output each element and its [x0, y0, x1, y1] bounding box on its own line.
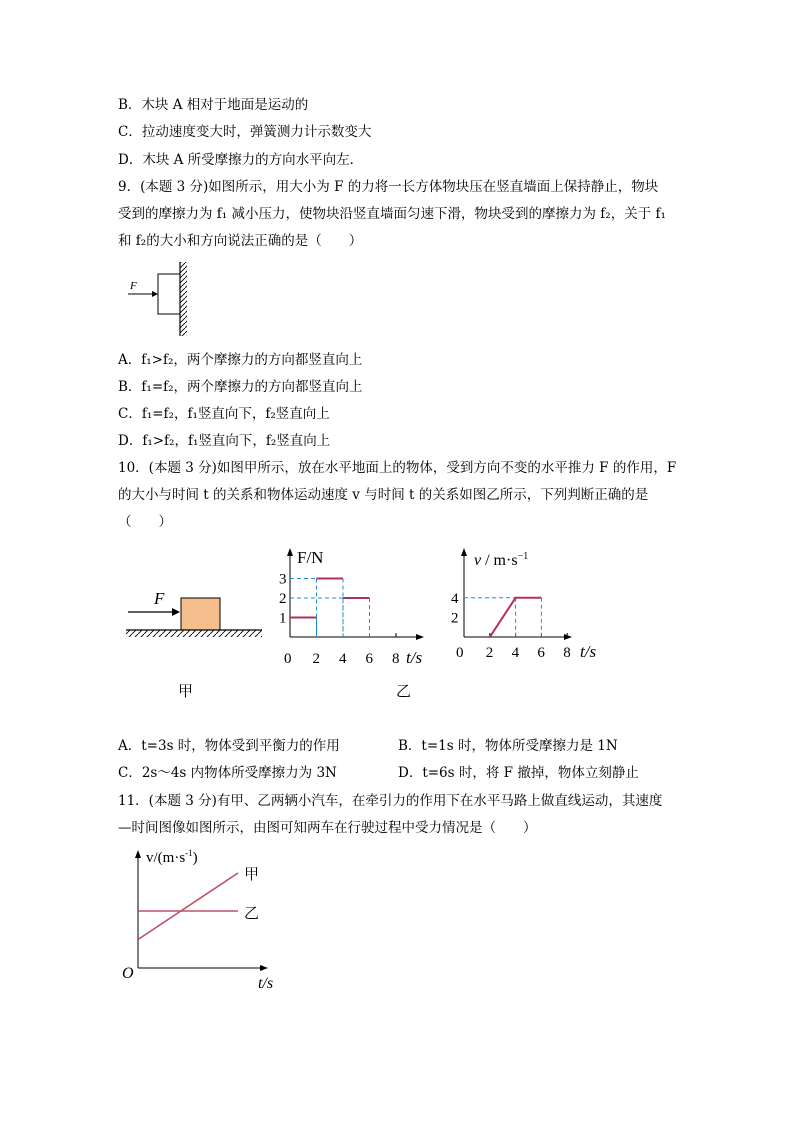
q10-figure-jia — [120, 580, 270, 650]
vt-y-label: $v / m\cdot s^{-1}$ — [474, 551, 529, 569]
q8-option-b: B．木块 A 相对于地面是运动的 — [118, 97, 309, 113]
ft-x-axis-arrow — [416, 634, 424, 640]
ft-x-label: t/s — [406, 648, 423, 667]
q11-x-label: t/s — [258, 975, 274, 992]
q11-series-label: 乙 — [244, 906, 260, 922]
q11-y-axis-arrow — [135, 850, 141, 858]
q10-option-c: C．2s～4s 内物体所受摩擦力为 3N — [118, 765, 337, 781]
q10-velocity-time-graph — [448, 545, 618, 670]
ft-y-tick-label: 3 — [279, 571, 287, 588]
q11-series-label: 甲 — [244, 867, 260, 883]
q9-figure-wall-block — [120, 258, 200, 340]
vt-x-tick-label: 4 — [511, 645, 520, 661]
q10-option-a: A．t=3s 时，物体受到平衡力的作用 — [118, 738, 340, 754]
q11-stem-line-2: —时间图像如图所示，由图可知两车在行驶过程中受力情况是（ ） — [118, 820, 537, 836]
q11-velocity-time-graph — [118, 842, 278, 992]
q8-option-d: D．木块 A 所受摩擦力的方向水平向左． — [118, 152, 364, 168]
vt-y-tick-label: 2 — [451, 610, 459, 627]
q10-ground-hatching — [126, 630, 262, 637]
q11-origin-label: O — [122, 965, 134, 982]
q10-caption-jia: 甲 — [178, 682, 194, 700]
q9-wall-hatching — [180, 262, 187, 336]
ft-y-label-f: F/N — [297, 548, 324, 567]
q10-option-d: D．t=6s 时，将 F 撤掉，物体立刻静止 — [398, 765, 639, 781]
q9-option-a: A．f₁>f₂，两个摩擦力的方向都竖直向上 — [118, 352, 363, 368]
q9-stem-line-1: 9．(本题 3 分)如图所示，用大小为 F 的力将一长方体物块压在竖直墙面上保持静止，物块 — [118, 179, 659, 195]
ft-x-tick-label: 8 — [392, 651, 400, 667]
vt-x-tick-label: 8 — [563, 645, 571, 661]
q11-y-label: $v/(m\cdot s^{-1})$ — [146, 848, 198, 866]
vt-x-tick-label: 2 — [485, 645, 494, 661]
q10-stem-line-1: 10．(本题 3 分)如图甲所示，放在水平地面上的物体，受到方向不变的水平推力 F 的作用，F — [118, 460, 677, 476]
q10-force-time-graph — [270, 545, 440, 670]
ft-x-tick-label: 2 — [312, 651, 320, 667]
q10-stem-line-2: 的大小与时间 t 的关系和物体运动速度 v 与时间 t 的关系如图乙所示，下列判断正确的是 — [118, 487, 649, 503]
q10-stem-line-3: （ ） — [118, 514, 172, 530]
vt-series-line — [490, 598, 542, 637]
ft-y-tick-label: 1 — [279, 610, 287, 627]
q9-option-c: C．f₁=f₂，f₁竖直向下，f₂竖直向上 — [118, 406, 330, 422]
q9-option-d: D．f₁>f₂，f₁竖直向下，f₂竖直向上 — [118, 433, 331, 449]
ft-x-tick-label: 6 — [365, 651, 373, 667]
q10-force-label: F — [154, 589, 165, 608]
ft-y-tick-label: 2 — [279, 591, 287, 607]
vt-y-tick-label: 4 — [451, 590, 459, 607]
ft-x-tick-label: 4 — [339, 651, 347, 667]
q10-option-b: B．t=1s 时，物体所受摩擦力是 1N — [398, 738, 618, 754]
q10-block — [181, 598, 220, 630]
q9-stem-line-2: 受到的摩擦力为 f₁ 减小压力，使物块沿竖直墙面匀速下滑，物块受到的摩擦力为 f₂，关于 f₁ — [118, 206, 666, 222]
q8-option-c: C．拉动速度变大时，弹簧测力计示数变大 — [118, 124, 372, 140]
q9-option-b: B．f₁=f₂，两个摩擦力的方向都竖直向上 — [118, 379, 363, 395]
q11-x-axis-arrow — [260, 965, 268, 971]
q11-series-line — [138, 873, 238, 940]
vt-origin-tick: 0 — [456, 645, 464, 661]
q10-caption-yi: 乙 — [396, 682, 412, 700]
ft-origin-tick: 0 — [284, 651, 292, 667]
q9-force-label: F — [130, 280, 137, 292]
q9-stem-line-3: 和 f₂的大小和方向说法正确的是（ ） — [118, 233, 363, 249]
vt-x-label: t/s — [580, 642, 597, 661]
q9-force-arrowhead — [152, 291, 158, 297]
vt-x-tick-label: 6 — [537, 645, 545, 661]
q10-force-arrowhead — [172, 608, 180, 616]
q9-block — [158, 274, 180, 314]
vt-y-axis-arrow — [461, 548, 467, 556]
ft-y-axis-arrow — [287, 548, 293, 556]
vt-x-axis-arrow — [564, 634, 572, 640]
q11-stem-line-1: 11．(本题 3 分)有甲、乙两辆小汽车，在牵引力的作用下在水平马路上做直线运动，其速度 — [118, 793, 663, 809]
